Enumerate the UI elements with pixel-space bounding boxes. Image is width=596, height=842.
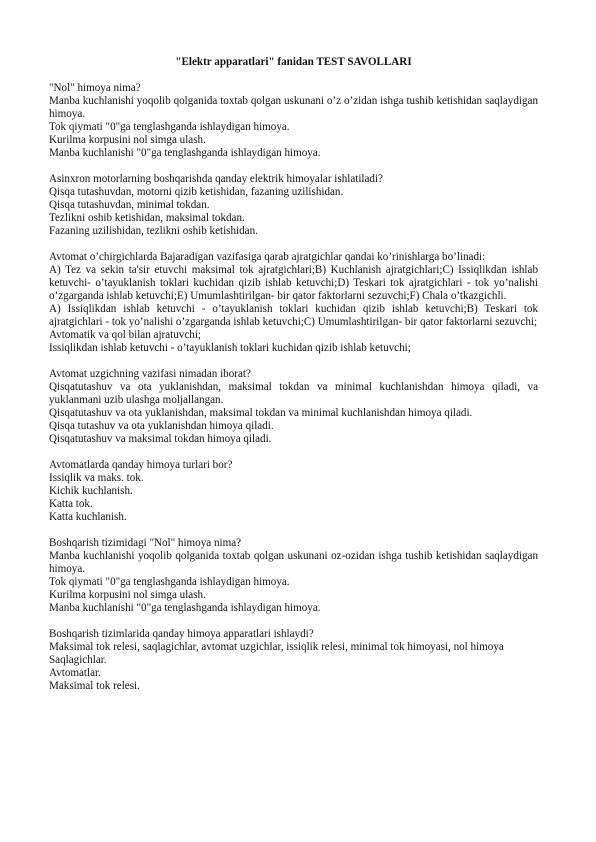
question-block bbox=[49, 251, 538, 355]
answer-option: Katta tok. bbox=[49, 498, 93, 510]
answer-option: Kurilma korpusini nol simga ulash. bbox=[49, 589, 206, 601]
document-page bbox=[49, 56, 538, 706]
answer-option: Qisqa tutashuv va ota yuklanishdan himoya qiladi. bbox=[49, 420, 274, 432]
document-title: "Elektr apparatlari" fanidan TEST SAVOLLARI bbox=[175, 56, 412, 68]
answer-option: Avtomatlar. bbox=[49, 667, 101, 679]
answer-option: Qisqa tutashuvdan, minimal tokdan. bbox=[49, 199, 210, 211]
answer-option: Katta kuchlanish. bbox=[49, 511, 127, 523]
answer-option: Qisqatutashuv va ota yuklanishdan, maksimal tokdan va minimal kuchlanishdan himoya qiladi, va yuklanmani uzib ulashga moljallangan. bbox=[49, 381, 538, 406]
answer-option: Manba kuchlanishi yoqolib qolganida toxtab qolgan uskunani oz-ozidan ishga tushib ketishidan saqlaydigan himoya. bbox=[49, 550, 538, 575]
answer-option: Tok qiymati "0"ga tenglashganda ishlaydigan himoya. bbox=[49, 576, 290, 588]
answer-option: Qisqatutashuv va maksimal tokdan himoya qiladi. bbox=[49, 433, 272, 445]
answer-option: Manba kuchlanishi "0"ga tenglashganda ishlaydigan himoya. bbox=[49, 602, 321, 614]
answer-option: Issiqlikdan ishlab ketuvchi - o’tayuklanish toklari kuchidan qizib ishlab ketuvchi; bbox=[49, 342, 411, 354]
answer-option: Manba kuchlanishi "0"ga tenglashganda ishlaydigan himoya. bbox=[49, 147, 321, 159]
answer-option: Tezlikni oshib ketishidan, maksimal tokdan. bbox=[49, 212, 245, 224]
answer-option: A) Tez va sekin ta'sir etuvchi maksimal tok ajratgichlari;B) Kuchlanish ajratgichlari;C) Issiqlikdan ishlab ketuvchi- o’tayuklanish toklari kuchidan qizib ishlab ketuvchi;D) Teskari tok ajratgichlari - tok yo’nalishi o’zgarganda ishlab ketuvchi;E) Umumlashtirilgan- bir qator faktorlarni sezuvchi;F) Chala o’tkazgichli. bbox=[49, 264, 538, 302]
answer-option: Avtomatik va qol bilan ajratuvchi; bbox=[49, 329, 201, 341]
question-text: Avtomat uzgichning vazifasi nimadan iborat? bbox=[49, 368, 251, 380]
answer-option: Qisqatutashuv va ota yuklanishdan, maksimal tokdan va minimal kuchlanishdan himoya qiladi. bbox=[49, 407, 473, 419]
question-text: "Nol" himoya nima? bbox=[49, 82, 141, 94]
answer-option: Qisqa tutashuvdan, motorni qizib ketishidan, fazaning uzilishidan. bbox=[49, 186, 344, 198]
question-block bbox=[49, 628, 538, 693]
answer-option: Maksimal tok relesi, saqlagichlar, avtomat uzgichlar, issiqlik relesi, minimal tok himoyasi, nol himoya bbox=[49, 641, 504, 653]
question-block bbox=[49, 173, 538, 238]
question-text: Boshqarish tizimidagi "Nol" himoya nima? bbox=[49, 537, 242, 549]
answer-option: Manba kuchlanishi yoqolib qolganida toxtab qolgan uskunani o’z o’zidan ishga tushib ketishidan saqlaydigan himoya. bbox=[49, 95, 538, 120]
question-text: Boshqarish tizimlarida qanday himoya apparatlari ishlaydi? bbox=[49, 628, 314, 640]
answer-option: A) Issiqlikdan ishlab ketuvchi - o’tayuklanish toklari kuchidan qizib ishlab ketuvchi;B) Teskari tok ajratgichlari - tok yo’nalishi o’zgarganda ishlab ketuvchi;C) Umumlashtirilgan- bir qator faktorlarni sezuvchi; bbox=[49, 303, 538, 328]
answer-option: Kurilma korpusini nol simga ulash. bbox=[49, 134, 206, 146]
question-block bbox=[49, 82, 538, 160]
answer-option: Saqlagichlar. bbox=[49, 654, 107, 666]
answer-option: Maksimal tok relesi. bbox=[49, 680, 140, 692]
question-text: Asinxron motorlarning boshqarishda qanday elektrik himoyalar ishlatiladi? bbox=[49, 173, 383, 185]
answer-option: Tok qiymati "0"ga tenglashganda ishlaydigan himoya. bbox=[49, 121, 290, 133]
question-text: Avtomat o’chirgichlarda Bajaradigan vazifasiga qarab ajratgichlar qandai ko’rinishlarga bo’linadi: bbox=[49, 251, 486, 263]
question-block bbox=[49, 459, 538, 524]
answer-option: Kichik kuchlanish. bbox=[49, 485, 133, 497]
question-list bbox=[49, 82, 538, 693]
question-text: Avtomatlarda qanday himoya turlari bor? bbox=[49, 459, 233, 471]
answer-option: Fazaning uzilishidan, tezlikni oshib ketishidan. bbox=[49, 225, 258, 237]
answer-option: Issiqlik va maks. tok. bbox=[49, 472, 144, 484]
question-block bbox=[49, 368, 538, 446]
question-block bbox=[49, 537, 538, 615]
